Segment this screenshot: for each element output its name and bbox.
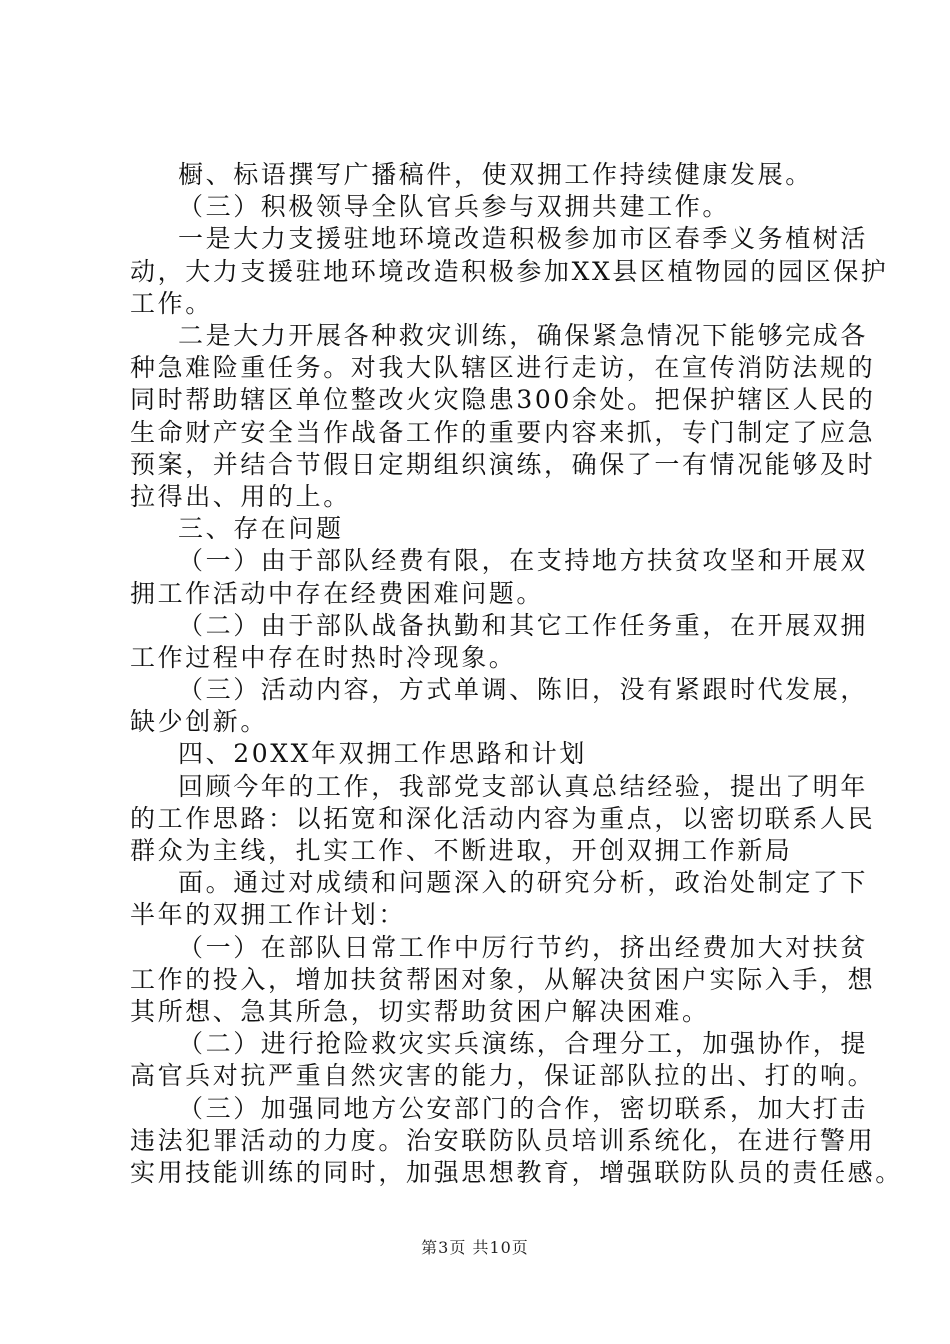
paragraph-line: （二）进行抢险救灾实兵演练，合理分工，加强协作，提	[178, 1029, 869, 1058]
paragraph-line: （一）在部队日常工作中厉行节约，挤出经费加大对扶贫	[178, 933, 869, 962]
paragraph-line: 预案，并结合节假日定期组织演练，确保了一有情况能够及时	[130, 450, 876, 479]
paragraph-line: （三）加强同地方公安部门的合作，密切联系，加大打击	[178, 1094, 869, 1123]
paragraph-line: 群众为主线，扎实工作、不断进取，开创双拥工作新局	[130, 836, 793, 865]
paragraph-line: 橱、标语撰写广播稿件，使双拥工作持续健康发展。	[178, 160, 813, 189]
paragraph-line: 半年的双拥工作计划：	[130, 900, 407, 929]
paragraph-line: 拥工作活动中存在经费困难问题。	[130, 579, 545, 608]
paragraph-line: 二是大力开展各种救灾训练，确保紧急情况下能够完成各	[178, 321, 869, 350]
paragraph-line: 工作。	[130, 289, 213, 318]
paragraph-line: 高官兵对抗严重自然灾害的能力，保证部队拉的出、打的响。	[130, 1061, 876, 1090]
paragraph-line: 缺少创新。	[130, 707, 269, 736]
paragraph-line: 同时帮助辖区单位整改火灾隐患300余处。把保护辖区人民的	[130, 385, 876, 414]
paragraph-line: 工作的投入，增加扶贫帮困对象，从解决贫困户实际入手，想	[130, 965, 876, 994]
paragraph-line: （二）由于部队战备执勤和其它工作任务重，在开展双拥	[178, 611, 869, 640]
paragraph-line: （三）积极领导全队官兵参与双拥共建工作。	[178, 192, 731, 221]
paragraph-line: 工作过程中存在时热时冷现象。	[130, 643, 517, 672]
section-heading: 四、20XX年双拥工作思路和计划	[178, 739, 588, 768]
page-number-footer: 第3页 共10页	[421, 1238, 529, 1257]
paragraph-line: 种急难险重任务。对我大队辖区进行走访，在宣传消防法规的	[130, 353, 876, 382]
paragraph-line: 面。通过对成绩和问题深入的研究分析，政治处制定了下	[178, 868, 869, 897]
paragraph-line: 其所想、急其所急，切实帮助贫困户解决困难。	[130, 997, 710, 1026]
paragraph-line: 生命财产安全当作战备工作的重要内容来抓，专门制定了应急	[130, 418, 876, 447]
paragraph-line: 一是大力支援驻地环境改造积极参加市区春季义务植树活	[178, 224, 869, 253]
paragraph-line: （三）活动内容，方式单调、陈旧，没有紧跟时代发展，	[178, 675, 869, 704]
paragraph-line: 拉得出、用的上。	[130, 482, 351, 511]
section-heading: 三、存在问题	[178, 514, 344, 543]
paragraph-line: 的工作思路：以拓宽和深化活动内容为重点，以密切联系人民	[130, 804, 876, 833]
paragraph-line: 回顾今年的工作，我部党支部认真总结经验，提出了明年	[178, 772, 869, 801]
paragraph-line: 动，大力支援驻地环境改造积极参加XX县区植物园的园区保护	[130, 257, 889, 286]
paragraph-line: 实用技能训练的同时，加强思想教育，增强联防队员的责任感。	[130, 1158, 903, 1187]
paragraph-line: 违法犯罪活动的力度。治安联防队员培训系统化，在进行警用	[130, 1126, 876, 1155]
paragraph-line: （一）由于部队经费有限，在支持地方扶贫攻坚和开展双	[178, 546, 869, 575]
